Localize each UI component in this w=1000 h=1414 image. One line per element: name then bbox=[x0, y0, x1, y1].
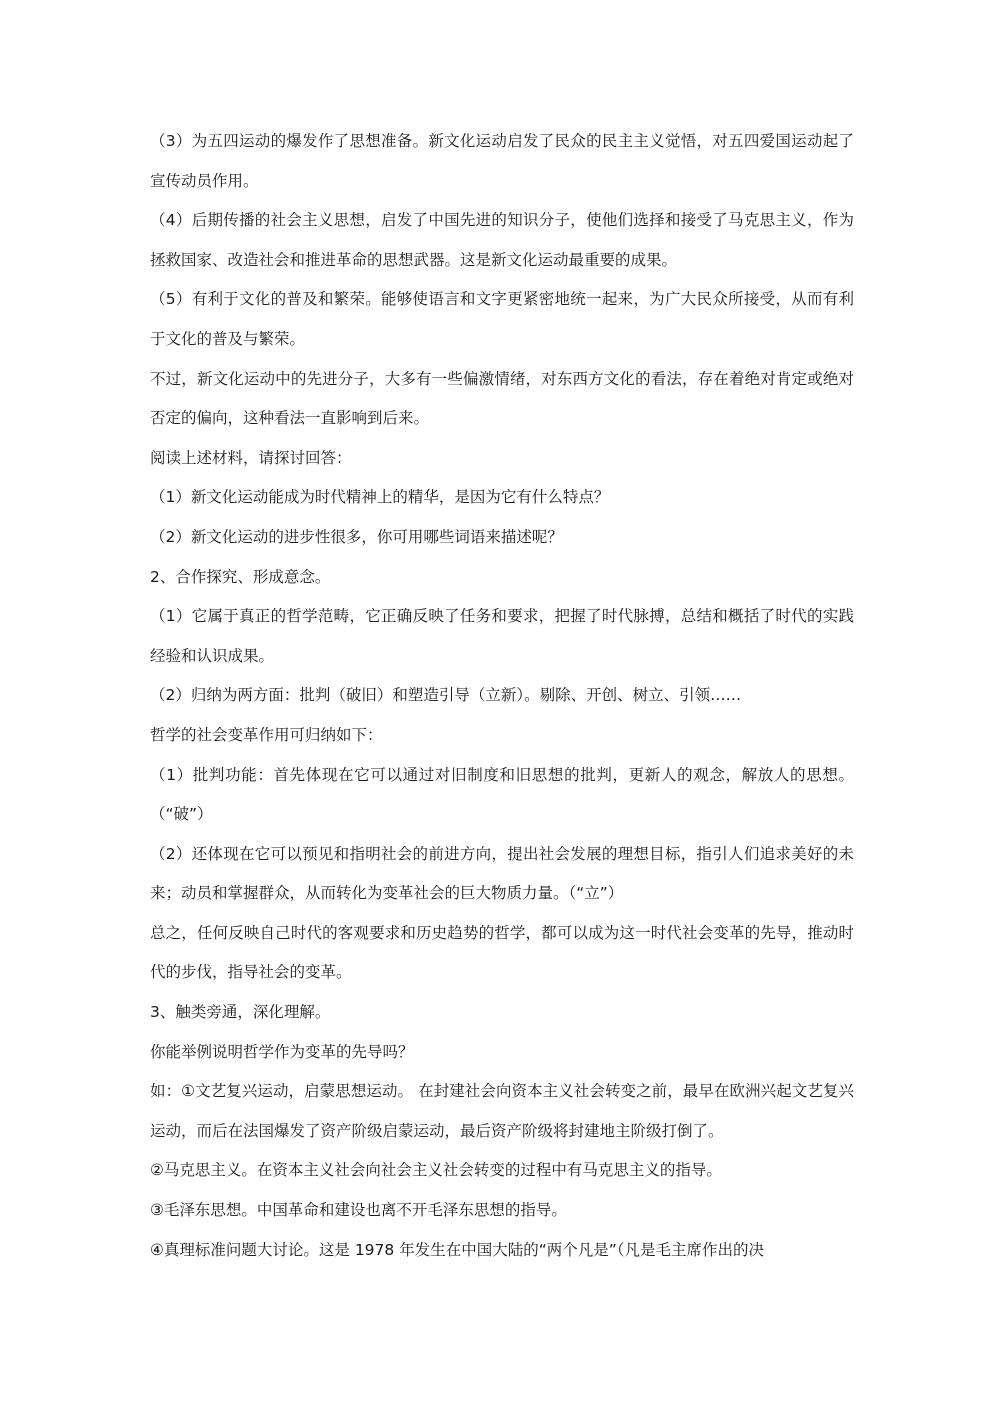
paragraph-however: 不过，新文化运动中的先进分子，大多有一些偏激情绪，对东西方文化的看法，存在着绝对肯定或绝对否定的偏向，这种看法一直影响到后来。 bbox=[150, 369, 854, 428]
section-heading-2: 2、合作探究、形成意念。 bbox=[150, 567, 331, 586]
paragraph-example-4: ④真理标准问题大讨论。这是 1978 年发生在中国大陆的“两个凡是”（凡是毛主席作出的决 bbox=[150, 1240, 765, 1259]
paragraph-function-2: （2）还体现在它可以预见和指明社会的前进方向，提出社会发展的理想目标，指引人们追求美好的未来；动员和掌握群众，从而转化为变革社会的巨大物质力量。（“立”） bbox=[150, 844, 854, 903]
paragraph-answer-2: （2）归纳为两方面：批判（破旧）和塑造引导（立新）。剔除、开创、树立、引领…… bbox=[150, 686, 742, 705]
paragraph-point-3: （3）为五四运动的爆发作了思想准备。新文化运动启发了民众的民主主义觉悟，对五四爱国运动起了宣传动员作用。 bbox=[150, 132, 854, 190]
paragraph-point-4: （4）后期传播的社会主义思想，启发了中国先进的知识分子，使他们选择和接受了马克思主义，作为拯救国家、改造社会和推进革命的思想武器。这是新文化运动最重要的成果。 bbox=[150, 211, 854, 269]
paragraph-question-1: （1）新文化运动能成为时代精神上的精华，是因为它有什么特点？ bbox=[150, 488, 610, 507]
paragraph-example-2: ②马克思主义。在资本主义社会向社会主义社会转变的过程中有马克思主义的指导。 bbox=[150, 1161, 722, 1180]
document-page bbox=[150, 122, 854, 1270]
paragraph-example-1: 如：①文艺复兴运动，启蒙思想运动。 在封建社会向资本主义社会转变之前，最早在欧洲兴起文艺复兴运动，而后在法国爆发了资产阶级启蒙运动，最后资产阶级将封建地主阶级打倒了。 bbox=[150, 1082, 854, 1140]
section-heading-3: 3、触类旁通，深化理解。 bbox=[150, 1003, 331, 1022]
paragraph-example-3: ③毛泽东思想。中国革命和建设也离不开毛泽东思想的指导。 bbox=[150, 1201, 567, 1220]
paragraph-read-prompt: 阅读上述材料，请探讨回答： bbox=[150, 448, 352, 467]
paragraph-answer-1: （1）它属于真正的哲学范畴，它正确反映了任务和要求，把握了时代脉搏，总结和概括了时代的实践经验和认识成果。 bbox=[150, 607, 854, 665]
paragraph-summary-intro: 哲学的社会变革作用可归纳如下： bbox=[150, 725, 383, 744]
paragraph-point-5: （5）有利于文化的普及和繁荣。能够使语言和文字更紧密地统一起来，为广大民众所接受，从而有利于文化的普及与繁荣。 bbox=[150, 290, 854, 348]
paragraph-question-2: （2）新文化运动的进步性很多，你可用哪些词语来描述呢？ bbox=[150, 527, 563, 546]
paragraph-conclusion: 总之，任何反映自己时代的客观要求和历史趋势的哲学，都可以成为这一时代社会变革的先导，推动时代的步伐，指导社会的变革。 bbox=[150, 923, 854, 982]
paragraph-function-1: （1）批判功能：首先体现在它可以通过对旧制度和旧思想的批判，更新人的观念，解放人的思想。（“破”） bbox=[150, 765, 854, 824]
paragraph-example-question: 你能举例说明哲学作为变革的先导吗？ bbox=[150, 1042, 414, 1061]
